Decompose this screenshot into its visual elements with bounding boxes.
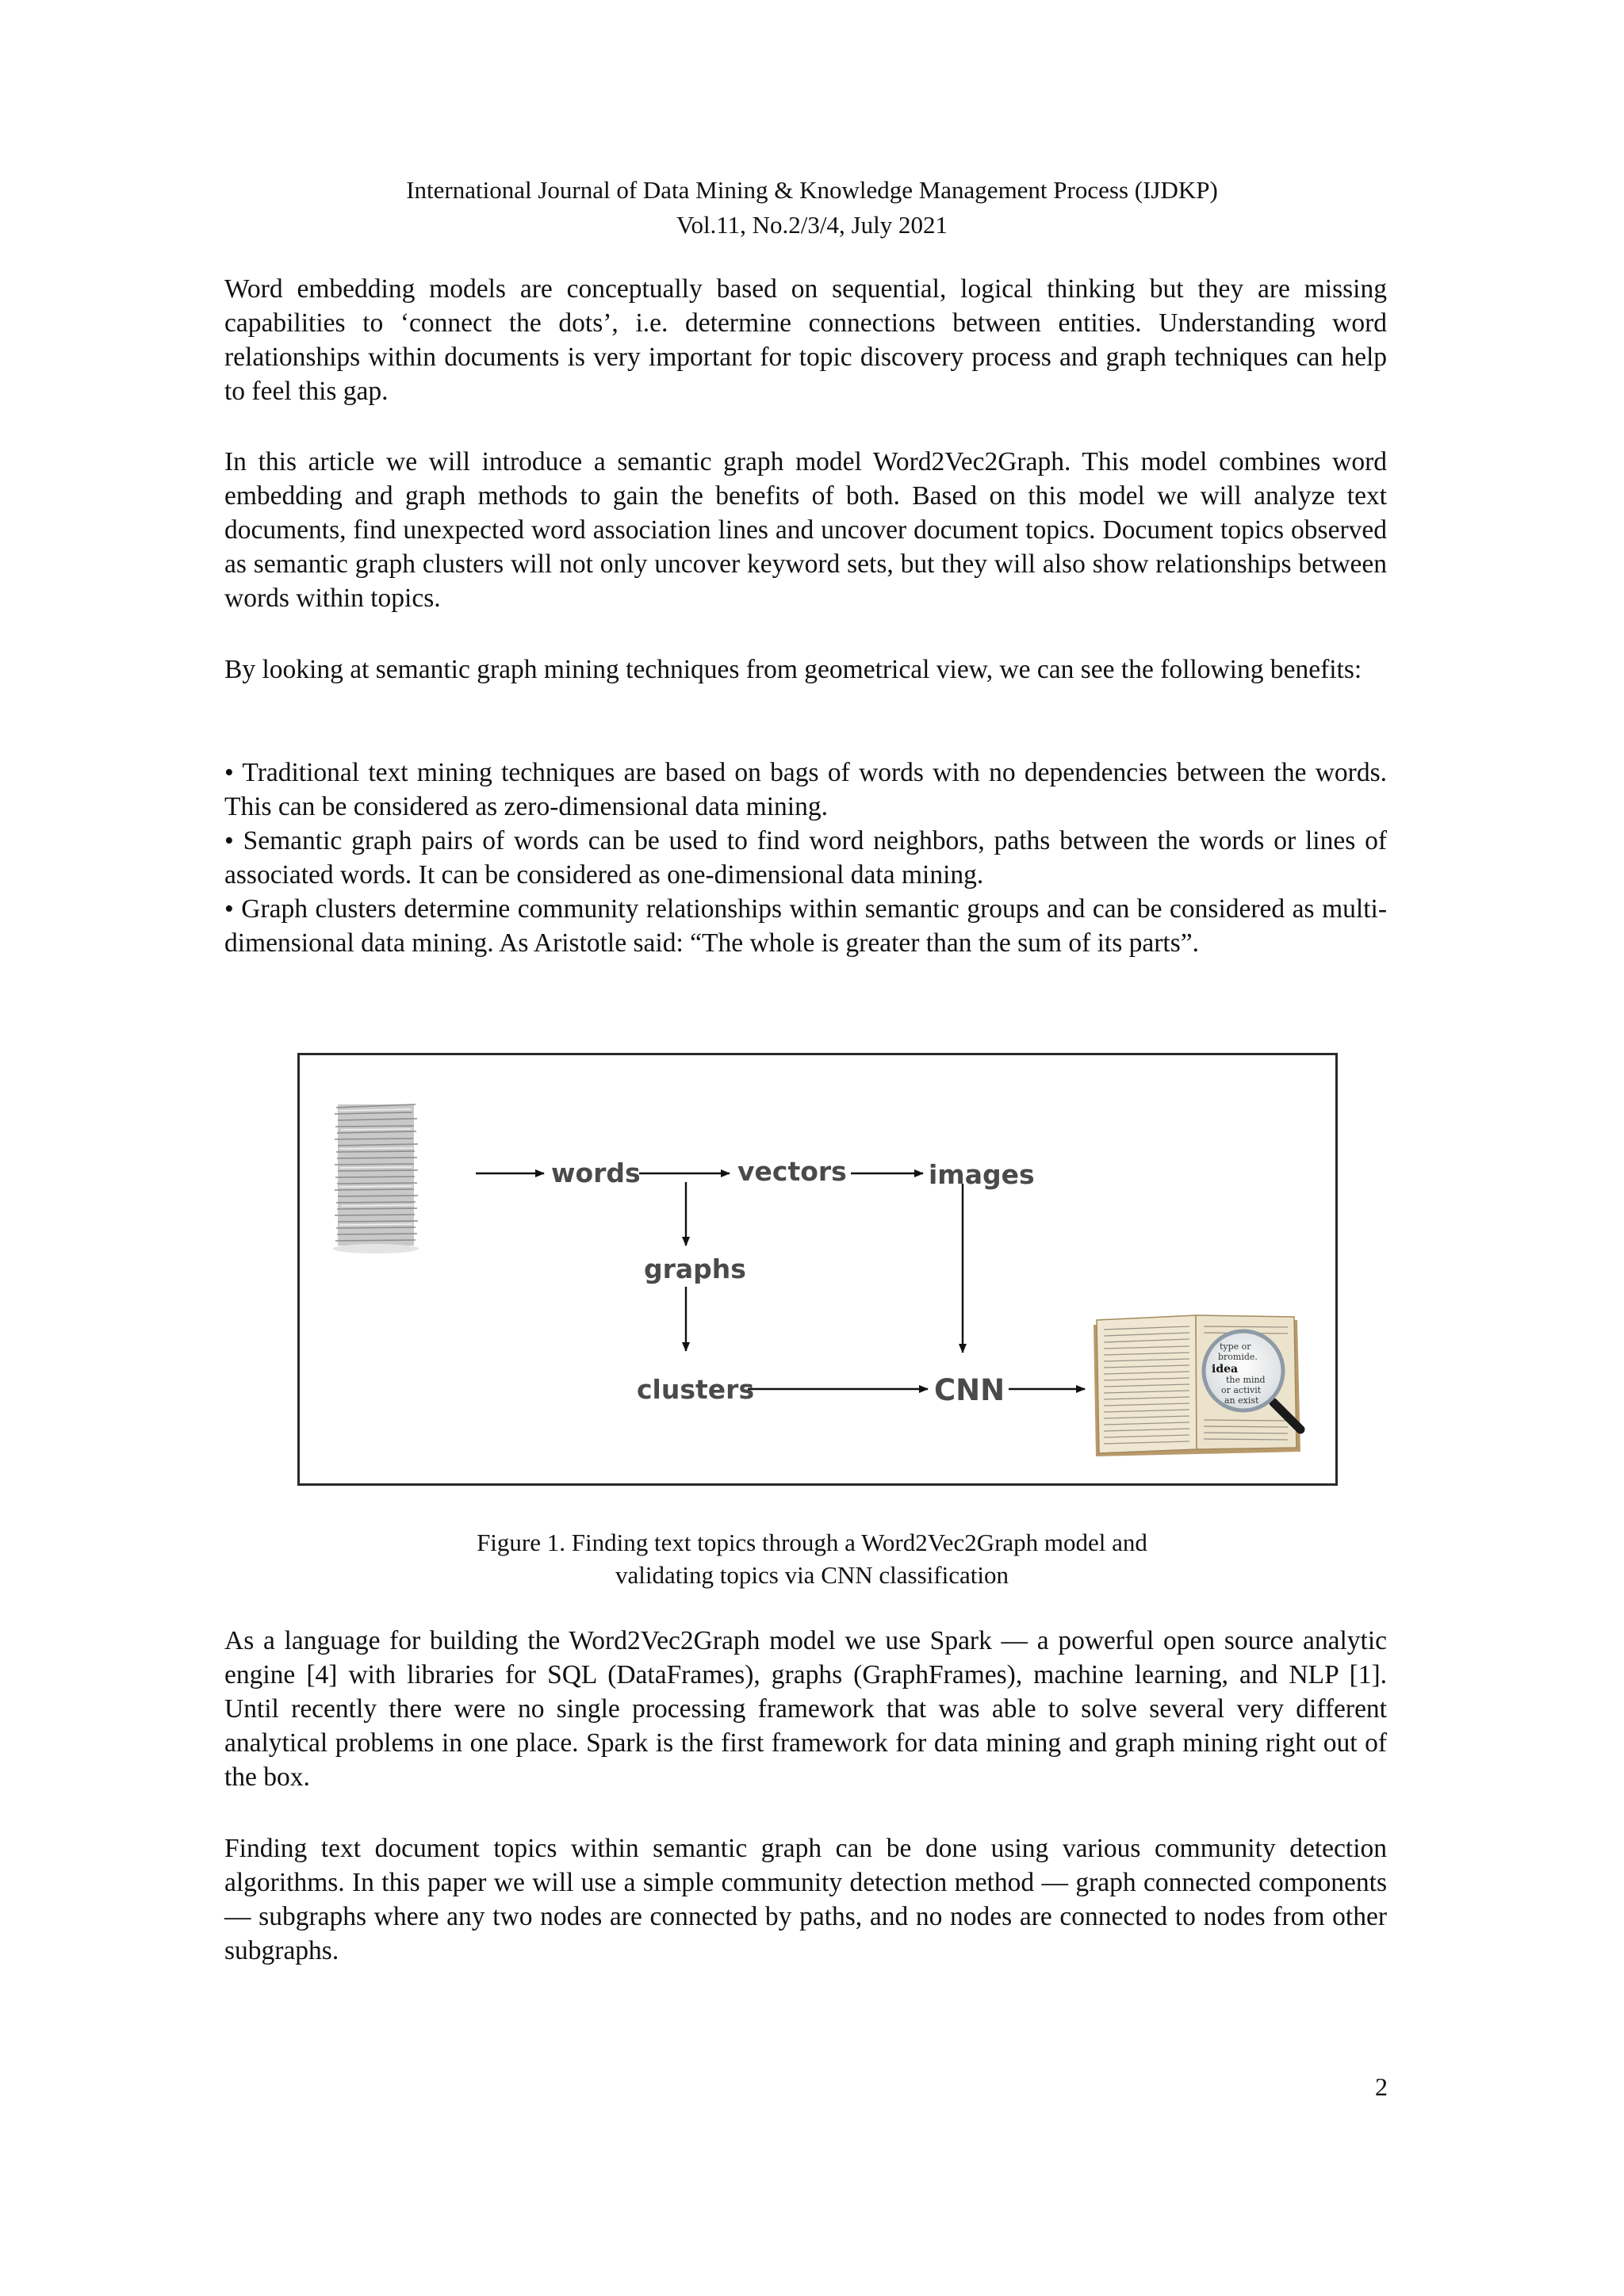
paragraph-introduction [224,445,1387,615]
list-item: • Semantic graph pairs of words can be used to find word neighbors, paths between the words or lines of associated words. It can be considered as one-dimensional data mining. [224,826,1387,890]
book-word: an exist [1224,1395,1259,1406]
paragraph-text: Word embedding models are conceptually based on sequential, logical thinking but they are missing capabilities to ‘connect the dots’, i.e. determine connections between entities. Understanding word relationships within documents is very important for topic discovery process and graph techniques can help to feel this gap. [224,274,1387,406]
caption-line: validating topics via CNN classification [615,1561,1009,1589]
paragraph-benefits-intro [224,652,1387,687]
benefits-list [224,756,1387,960]
document-stack-icon [333,1104,419,1253]
figure-1 [297,1053,1338,1486]
figure-diagram [300,1055,1335,1483]
flow-arrows [476,1173,1085,1389]
journal-header [0,173,1624,243]
journal-volume: Vol.11, No.2/3/4, July 2021 [676,211,948,239]
label-vectors: vectors [737,1156,847,1187]
label-graphs: graphs [644,1253,746,1284]
paragraph-spark [224,1624,1387,1794]
paragraph-text: Finding text document topics within semantic graph can be done using various community detection algorithms. In this paper we will use a simple community detection method — graph connected components — subgraphs where any two nodes are connected by paths, and no nodes are connected to nodes from other subgraphs. [224,1834,1387,1965]
label-clusters: clusters [637,1374,755,1405]
paragraph-word-embedding [224,272,1387,408]
journal-title: International Journal of Data Mining & Knowledge Management Process (IJDKP) [406,176,1218,204]
book-word: idea [1212,1363,1239,1376]
paragraph-community-detection [224,1831,1387,1968]
paragraph-text: As a language for building the Word2Vec2Graph model we use Spark — a powerful open source analytic engine [4] with libraries for SQL (DataFrames), graphs (GraphFrames), machine learning, and NLP [1]. Until recently there were no single processing framework that was able to solve several very different analytical problems in one place. Spark is the first framework for data mining and graph mining right out of the box. [224,1626,1387,1792]
book-word: type or [1220,1341,1251,1352]
figure-caption [0,1526,1624,1591]
caption-line: Figure 1. Finding text topics through a Word2Vec2Graph model and [477,1529,1147,1556]
list-item: • Traditional text mining techniques are based on bags of words with no dependencies between the words. This can be considered as zero-dimensional data mining. [224,758,1387,821]
book-word: or activit [1221,1385,1262,1395]
book-magnifier-icon [1094,1315,1300,1456]
label-words: words [551,1158,641,1188]
list-item: • Graph clusters determine community relationships within semantic groups and can be considered as multi-dimensional data mining. As Aristotle said: “The whole is greater than the sum of its parts”. [224,894,1387,958]
paragraph-text: In this article we will introduce a semantic graph model Word2Vec2Graph. This model combines word embedding and graph methods to gain the benefits of both. Based on this model we will analyze text documents, find unexpected word association lines and uncover document topics. Document topics observed as semantic graph clusters will not only uncover keyword sets, but they will also show relationships between words within topics. [224,447,1387,613]
label-images: images [929,1159,1035,1190]
page-number: 2 [1375,2072,1388,2101]
book-word: bromide. [1218,1352,1258,1362]
paragraph-text: By looking at semantic graph mining techniques from geometrical view, we can see the following benefits: [224,655,1362,684]
label-cnn: CNN [934,1373,1005,1407]
book-word: the mind [1226,1375,1266,1385]
